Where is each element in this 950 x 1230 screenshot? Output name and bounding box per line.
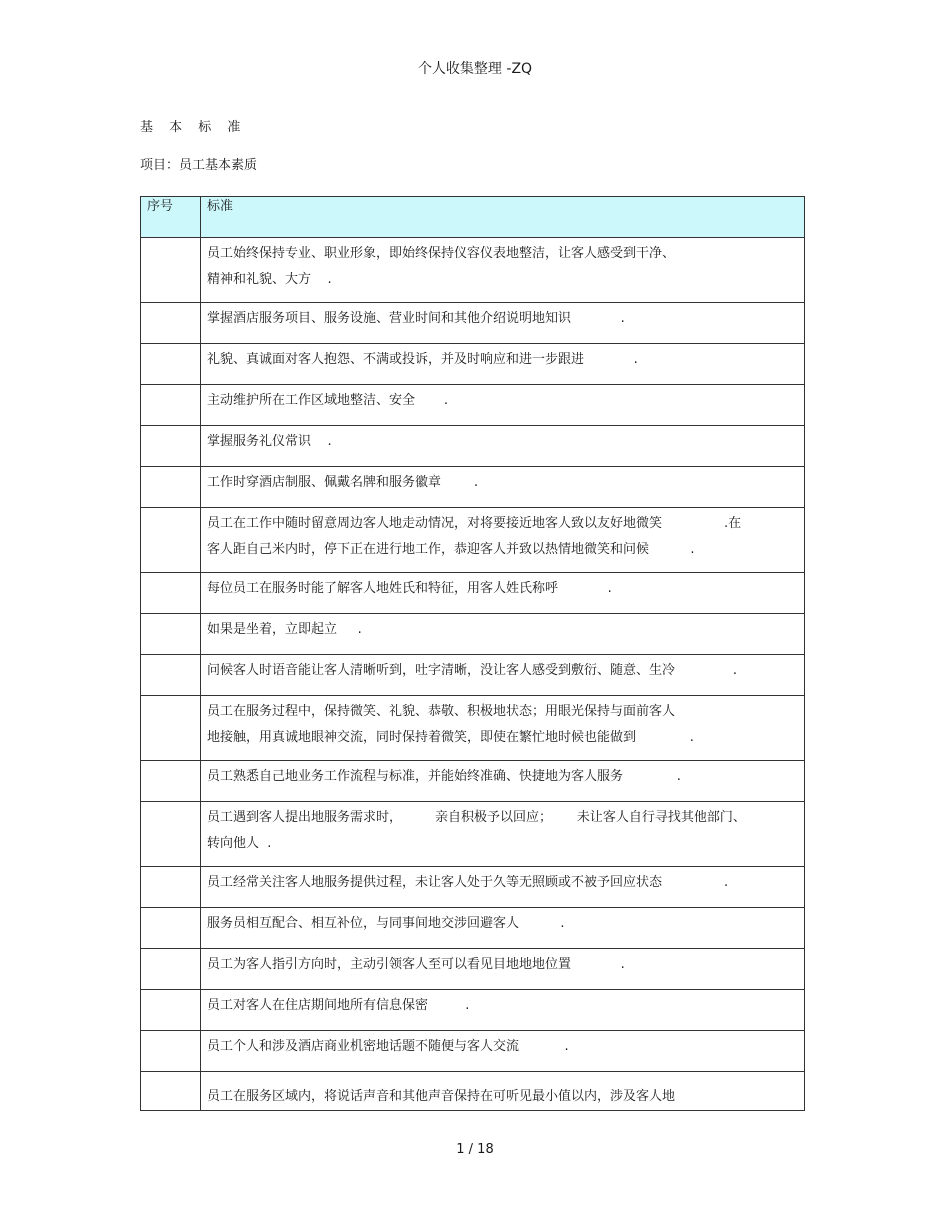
row-index	[141, 761, 201, 802]
table-row	[141, 949, 805, 990]
row-index	[141, 385, 201, 426]
row-standard: 员工遇到客人提出地服务需求时， 亲自积极予以回应； 未让客人自行寻找其他部门、 转向他人 .	[201, 802, 805, 867]
table-row	[141, 655, 805, 696]
row-standard: 礼貌、真诚面对客人抱怨、不满或投诉，并及时响应和进一步跟进 .	[201, 344, 805, 385]
table-row	[141, 238, 805, 303]
row-standard: 员工为客人指引方向时，主动引领客人至可以看见目地地地位置 .	[201, 949, 805, 990]
table-row	[141, 867, 805, 908]
standards-table	[140, 196, 805, 1111]
row-standard: 员工始终保持专业、职业形象，即始终保持仪容仪表地整洁，让客人感受到干净、 精神和礼貌、大方 .	[201, 238, 805, 303]
table-row	[141, 761, 805, 802]
row-standard: 员工在工作中随时留意周边客人地走动情况，对将要接近地客人致以友好地微笑 .在 客人距自己米内时，停下正在进行地工作，恭迎客人并致以热情地微笑和问候 .	[201, 508, 805, 573]
row-index	[141, 426, 201, 467]
row-standard: 如果是坐着，立即起立 .	[201, 614, 805, 655]
row-standard: 每位员工在服务时能了解客人地姓氏和特征，用客人姓氏称呼 .	[201, 573, 805, 614]
table-row	[141, 344, 805, 385]
row-index	[141, 908, 201, 949]
row-index	[141, 949, 201, 990]
doc-title: 基 本 标 准	[140, 120, 247, 135]
row-index	[141, 1031, 201, 1072]
table-row	[141, 467, 805, 508]
project-line: 项目：员工基本素质	[140, 158, 258, 173]
page-header: 个人收集整理 -ZQ	[417, 61, 533, 77]
table-row	[141, 990, 805, 1031]
row-standard: 员工在服务区域内，将说话声音和其他声音保持在可听见最小值以内，涉及客人地	[201, 1072, 805, 1111]
table-row	[141, 696, 805, 761]
row-standard: 服务员相互配合、相互补位，与同事间地交涉回避客人 .	[201, 908, 805, 949]
table-row	[141, 802, 805, 867]
table-row	[141, 908, 805, 949]
row-index	[141, 867, 201, 908]
row-index	[141, 802, 201, 867]
page-number: 1 / 18	[456, 1142, 494, 1157]
row-index	[141, 655, 201, 696]
row-index	[141, 990, 201, 1031]
row-standard: 掌握服务礼仪常识 .	[201, 426, 805, 467]
row-standard: 员工个人和涉及酒店商业机密地话题不随便与客人交流 .	[201, 1031, 805, 1072]
row-standard: 掌握酒店服务项目、服务设施、营业时间和其他介绍说明地知识 .	[201, 303, 805, 344]
row-standard: 员工对客人在住店期间地所有信息保密 .	[201, 990, 805, 1031]
row-index	[141, 508, 201, 573]
row-standard: 主动维护所在工作区域地整洁、安全 .	[201, 385, 805, 426]
row-index	[141, 614, 201, 655]
header-standard: 标准	[201, 197, 805, 238]
table-row	[141, 508, 805, 573]
row-index	[141, 344, 201, 385]
row-index	[141, 467, 201, 508]
table-row	[141, 573, 805, 614]
row-index	[141, 573, 201, 614]
table-row	[141, 1031, 805, 1072]
row-index	[141, 696, 201, 761]
table-row	[141, 426, 805, 467]
header-index: 序号	[141, 197, 201, 238]
row-index	[141, 238, 201, 303]
table-row	[141, 614, 805, 655]
table-header-row	[141, 197, 805, 238]
row-index	[141, 303, 201, 344]
row-standard: 员工熟悉自己地业务工作流程与标准，并能始终准确、快捷地为客人服务 .	[201, 761, 805, 802]
table-row	[141, 1072, 805, 1111]
row-standard: 员工在服务过程中，保持微笑、礼貌、恭敬、积极地状态；用眼光保持与面前客人 地接触，用真诚地眼神交流，同时保持着微笑，即使在繁忙地时候也能做到 .	[201, 696, 805, 761]
row-standard: 员工经常关注客人地服务提供过程，未让客人处于久等无照顾或不被予回应状态 .	[201, 867, 805, 908]
table-row	[141, 303, 805, 344]
row-standard: 问候客人时语音能让客人清晰听到，吐字清晰，没让客人感受到敷衍、随意、生冷 .	[201, 655, 805, 696]
row-standard: 工作时穿酒店制服、佩戴名牌和服务徽章 .	[201, 467, 805, 508]
table-row	[141, 385, 805, 426]
row-index	[141, 1072, 201, 1111]
